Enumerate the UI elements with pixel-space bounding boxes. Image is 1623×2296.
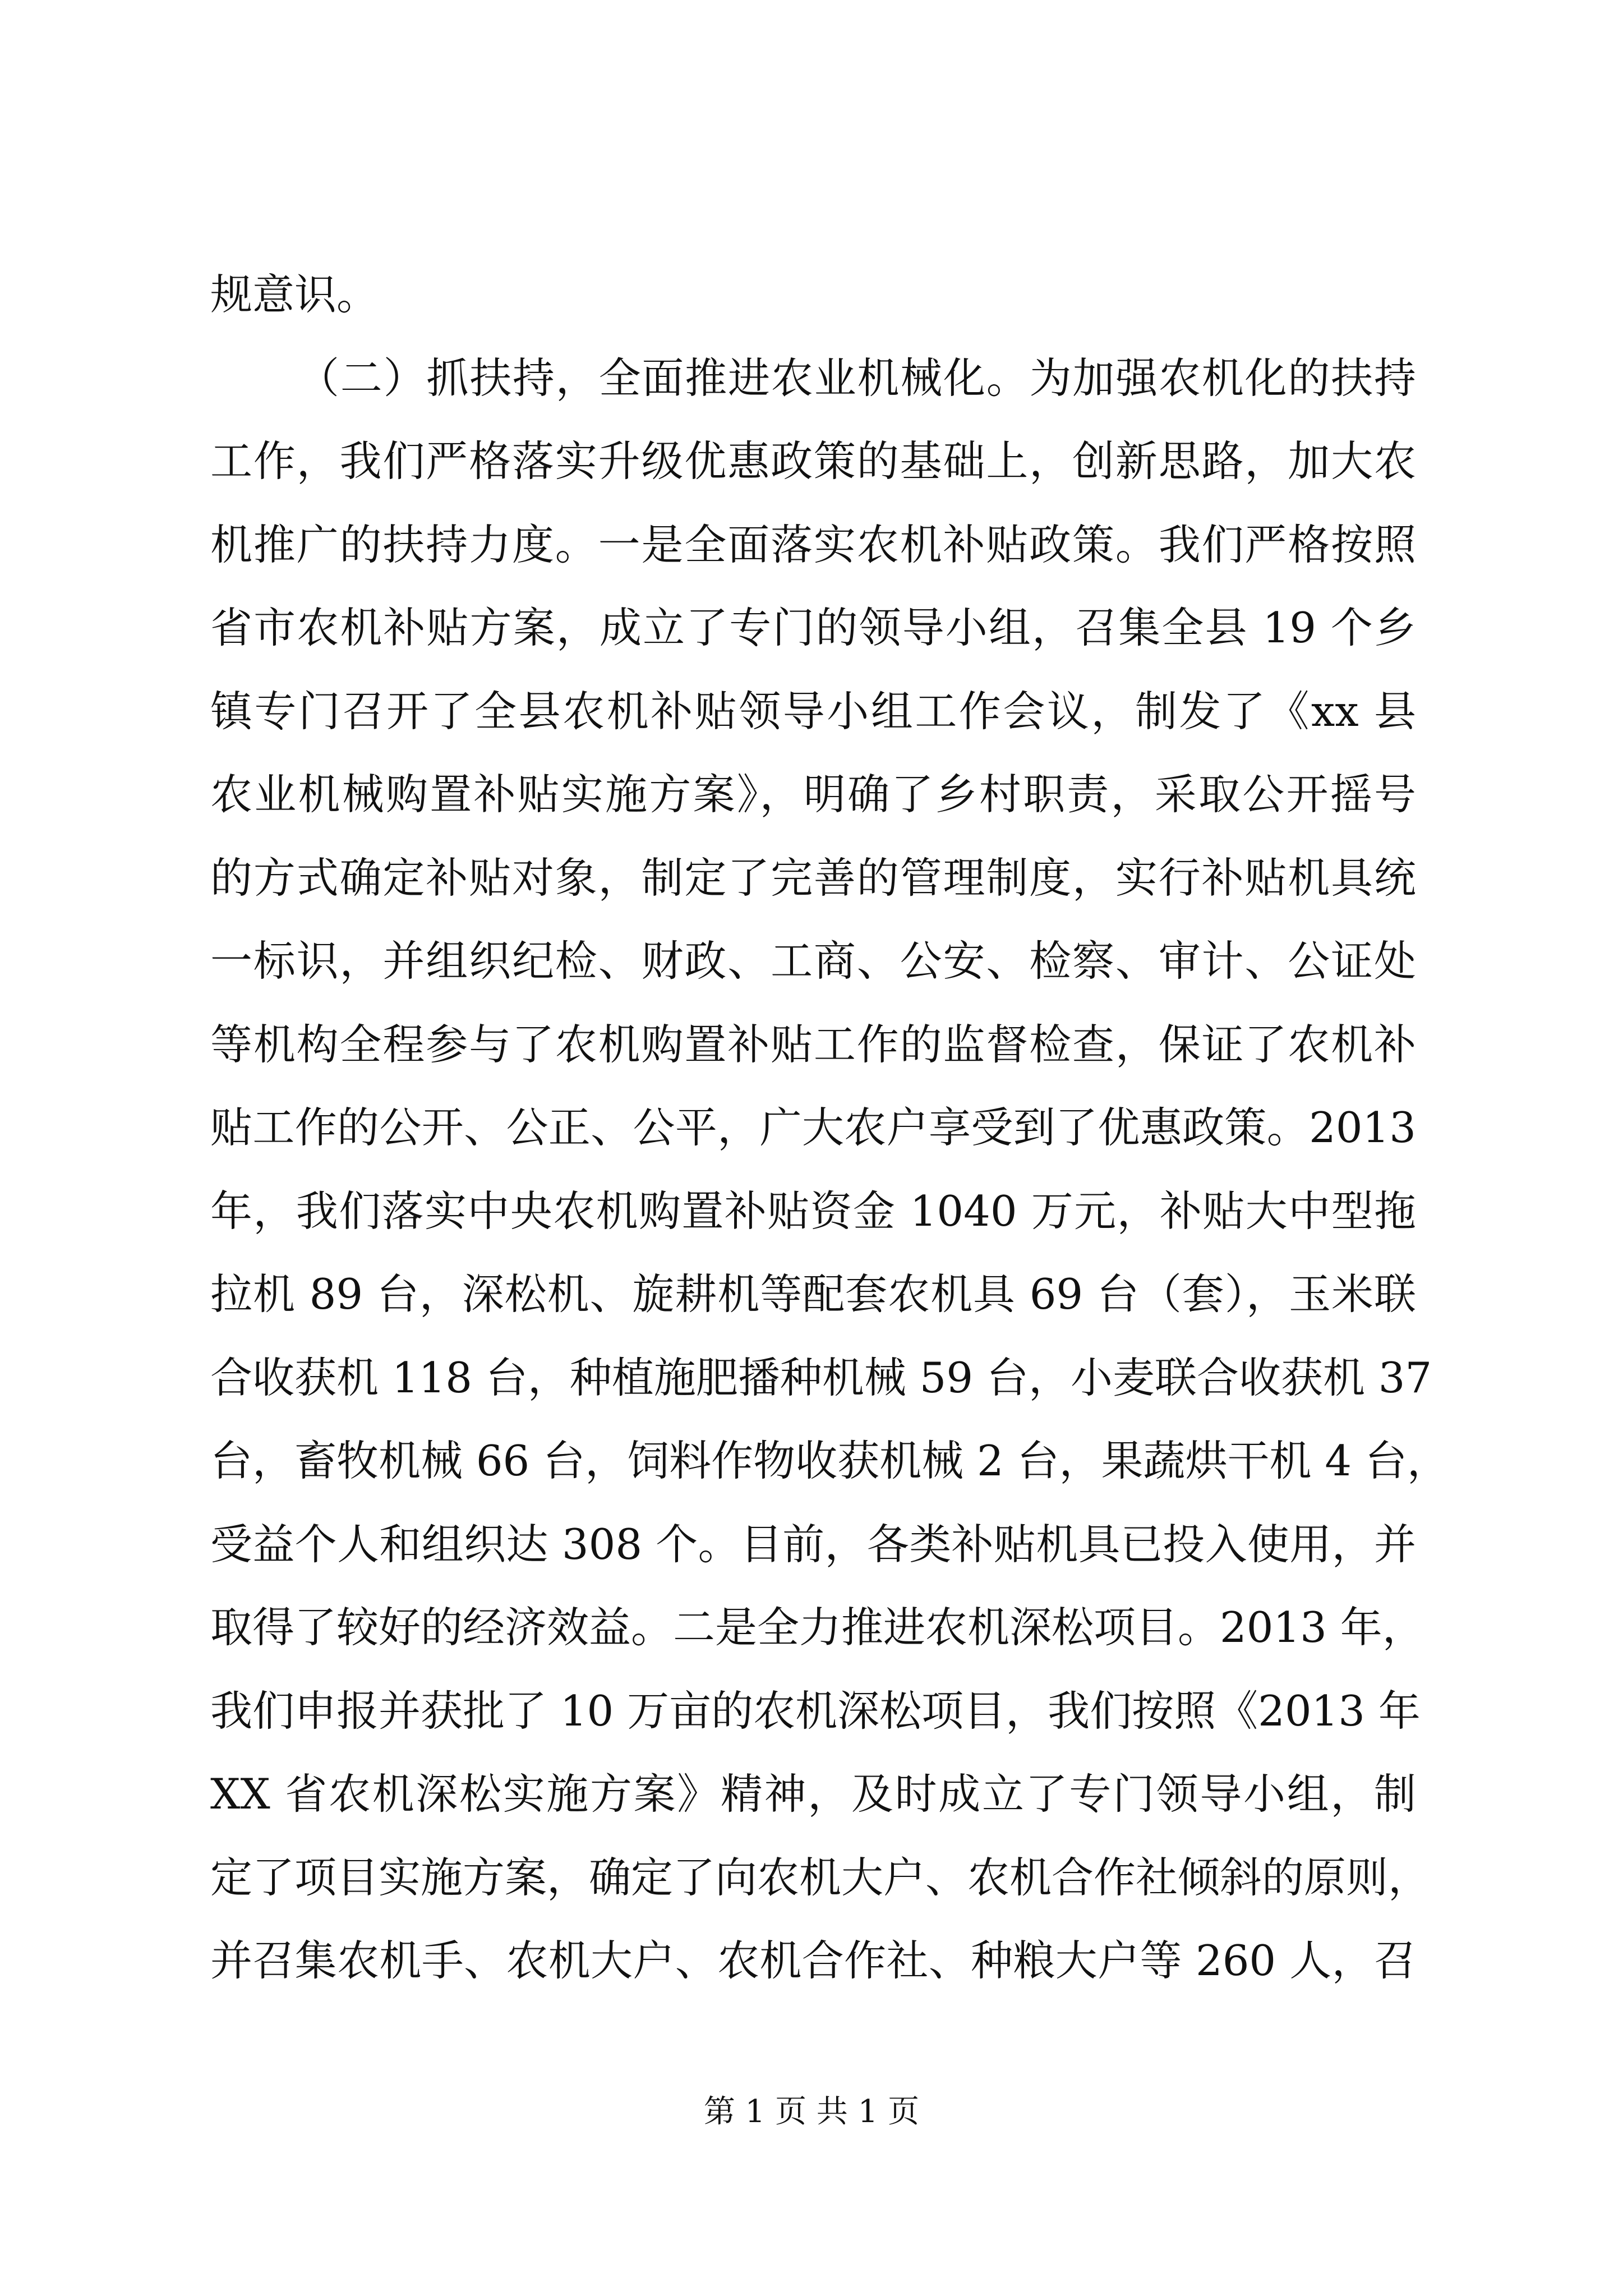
paragraph-line: 台，畜牧机械 66 台，饲料作物收获机械 2 台，果蔬烘干机 4 台， [210,1436,1449,1485]
paragraph-line: （二）抓扶持，全面推进农业机械化。为加强农机化的扶持 [297,353,1416,403]
paragraph-line: 等机构全程参与了农机购置补贴工作的监督检查，保证了农机补 [210,1020,1416,1069]
page-number-footer: 第 1 页 共 1 页 [703,2093,920,2130]
paragraph-line: 取得了较好的经济效益。二是全力推进农机深松项目。2013 年， [210,1603,1424,1652]
paragraph-line: 合收获机 118 台，种植施肥播种机械 59 台，小麦联合收获机 37 [210,1353,1432,1402]
paragraph-line: 一标识，并组织纪检、财政、工商、公安、检察、审计、公证处 [210,936,1416,986]
paragraph-line: 我们申报并获批了 10 万亩的农机深松项目，我们按照《2013 年 [210,1686,1421,1736]
paragraph-line: 并召集农机手、农机大户、农机合作社、种粮大户等 260 人，召 [210,1936,1416,1985]
paragraph-line: 镇专门召开了全县农机补贴领导小组工作会议，制发了《xx 县 [210,687,1416,736]
paragraph-line: 机推广的扶持力度。一是全面落实农机补贴政策。我们严格按照 [210,520,1416,569]
paragraph-line: 农业机械购置补贴实施方案》，明确了乡村职责，采取公开摇号 [210,770,1416,819]
paragraph-line: XX 省农机深松实施方案》精神，及时成立了专门领导小组，制 [210,1769,1416,1819]
paragraph-line: 的方式确定补贴对象，制定了完善的管理制度，实行补贴机具统 [210,853,1416,903]
paragraph-line: 工作，我们严格落实升级优惠政策的基础上，创新思路，加大农 [210,436,1416,486]
paragraph-line: 定了项目实施方案，确定了向农机大户、农机合作社倾斜的原则， [210,1853,1431,1902]
paragraph-line: 受益个人和组织达 308 个。目前，各类补贴机具已投入使用，并 [210,1520,1416,1569]
paragraph-line: 省市农机补贴方案，成立了专门的领导小组，召集全县 19 个乡 [210,603,1416,652]
paragraph-line: 年，我们落实中央农机购置补贴资金 1040 万元，补贴大中型拖 [210,1186,1416,1236]
paragraph-line: 拉机 89 台，深松机、旋耕机等配套农机具 69 台（套），玉米联 [210,1269,1416,1319]
paragraph-line: 规意识。 [210,270,379,319]
paragraph-line: 贴工作的公开、公正、公平，广大农户享受到了优惠政策。2013 [210,1103,1416,1152]
